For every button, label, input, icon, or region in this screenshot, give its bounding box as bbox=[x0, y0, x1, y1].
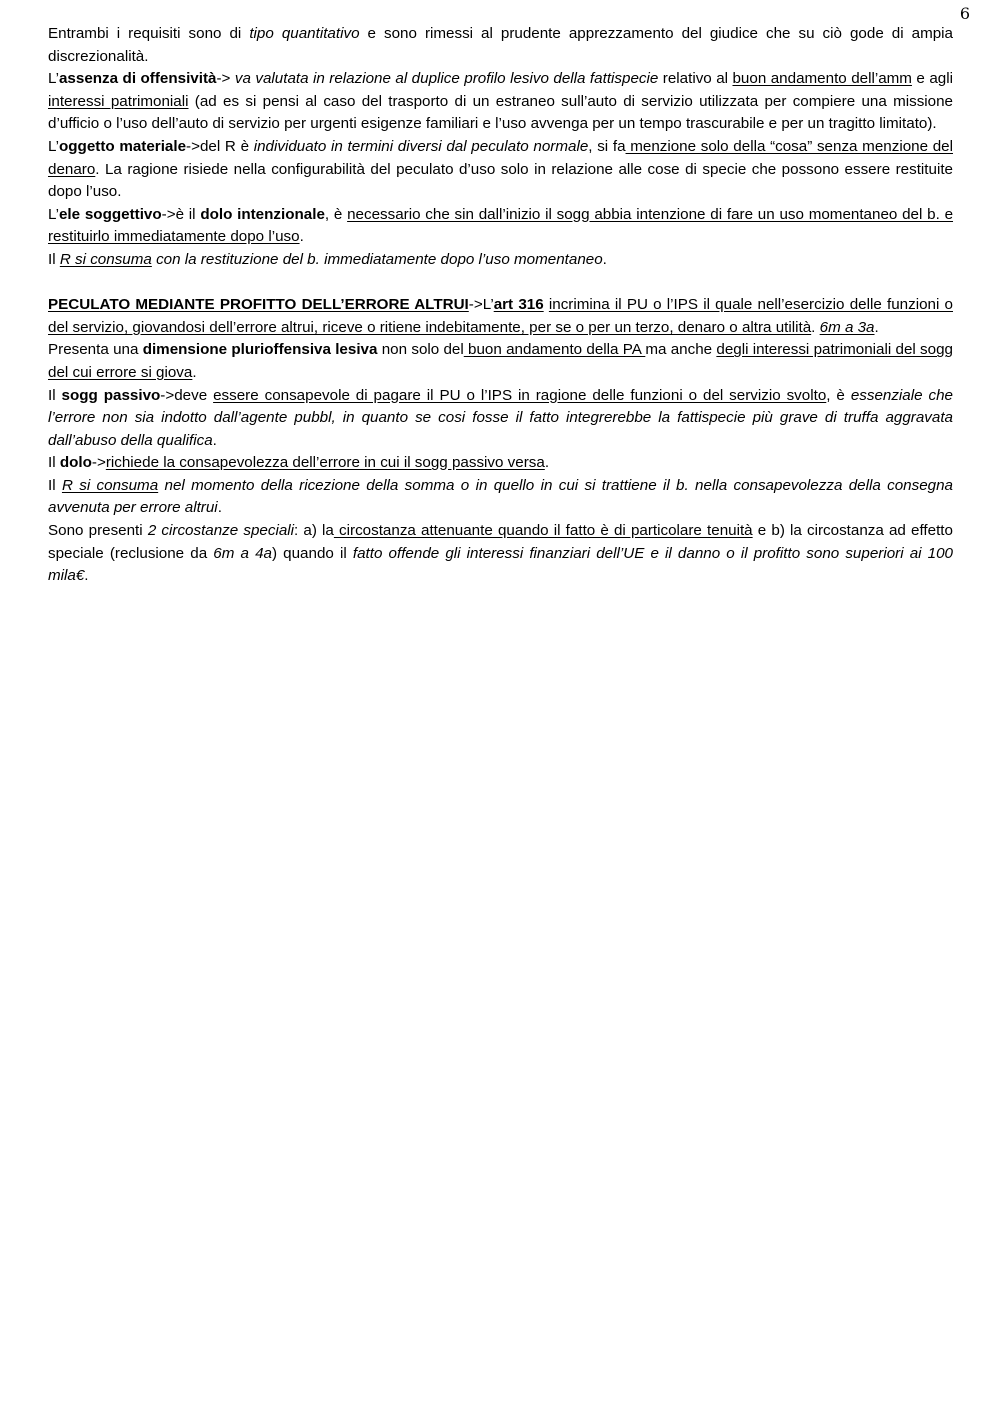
text-run: essere consapevole di pagare il PU o l’IPS in ragione delle funzioni o del servizio svolto bbox=[213, 386, 827, 404]
text-run: dimensione plurioffensiva lesiva bbox=[142, 341, 378, 359]
text-run: L’ bbox=[48, 70, 59, 88]
text-run: . La ragione risiede nella configurabilità del peculato d’uso solo in relazione alle cose di specie che possono essere restituite dopo l’uso. bbox=[48, 160, 953, 201]
paragraph-p8 bbox=[48, 385, 953, 453]
text-run: 6m a 3a bbox=[819, 318, 875, 336]
text-run: . bbox=[602, 250, 607, 268]
paragraph-p2 bbox=[48, 68, 953, 136]
paragraph-p1 bbox=[48, 23, 953, 68]
text-run: degli interessi patrimoniali del sogg del cui errore si giova bbox=[48, 341, 953, 381]
document-body bbox=[48, 23, 953, 588]
text-run: e agli bbox=[911, 70, 953, 88]
text-run: . bbox=[811, 318, 820, 336]
text-run: Il bbox=[48, 386, 62, 404]
text-run: . bbox=[299, 228, 304, 246]
text-run: menzione solo della “cosa” senza menzione del denaro bbox=[48, 137, 953, 178]
text-run: tipo quantitativo bbox=[249, 25, 360, 42]
text-run: R si consuma bbox=[61, 476, 159, 494]
text-run: 2 circostanze speciali bbox=[147, 522, 295, 540]
text-run: e sono rimessi al prudente apprezzamento del giudice che su ciò gode di ampia discrezionalità. bbox=[48, 25, 953, 65]
text-run: buon andamento della PA bbox=[463, 341, 646, 359]
text-run: . bbox=[544, 454, 550, 472]
text-run: circostanza attenuante quando il fatto è di particolare tenuità bbox=[333, 522, 753, 540]
text-run: . bbox=[217, 499, 222, 517]
text-run: con la restituzione del b. immediatamente dopo l’uso momentaneo bbox=[151, 250, 603, 268]
text-run: Presenta una bbox=[48, 341, 143, 359]
paragraph-p11 bbox=[48, 520, 953, 588]
paragraph-p3 bbox=[48, 136, 953, 204]
text-run: . bbox=[874, 318, 879, 336]
text-run: L’ bbox=[48, 137, 59, 155]
text-run: oggetto materiale bbox=[58, 137, 187, 155]
paragraph-p6 bbox=[48, 294, 953, 339]
text-run: ->è il bbox=[161, 205, 201, 223]
text-run: relativo al bbox=[658, 70, 733, 88]
text-run: essenziale che l’errore non sia indotto dall’agente pubbl, in quanto se cosi fosse il fatto integrerebbe la fattispecie più grave di truffa aggravata dall’abuso della qualifica bbox=[48, 386, 953, 449]
text-run: fatto offende gli interessi finanziari dell’UE e il danno o il profitto sono superiori ai 100 mila€ bbox=[48, 544, 953, 585]
text-run: ele soggettivo bbox=[58, 205, 162, 223]
text-run: dolo bbox=[59, 454, 92, 472]
text-run: ->del R è bbox=[186, 137, 254, 155]
paragraph-p10 bbox=[48, 475, 953, 520]
text-run: . bbox=[212, 431, 217, 449]
text-run: PECULATO MEDIANTE PROFITTO DELL’ERRORE ALTRUI bbox=[48, 296, 469, 314]
text-run: Il bbox=[48, 476, 62, 494]
text-run: , è bbox=[826, 386, 851, 404]
text-run: art 316 bbox=[493, 296, 544, 314]
paragraph-p5 bbox=[48, 249, 953, 272]
paragraph-p4 bbox=[48, 204, 953, 249]
text-run: . bbox=[192, 363, 197, 381]
text-run: sogg passivo bbox=[61, 386, 161, 404]
text-run: necessario che sin dall’inizio il sogg abbia intenzione di fare un uso momentaneo del b. e restituirlo immediatamente dopo l’uso bbox=[48, 205, 954, 246]
text-run: assenza di offensività bbox=[58, 70, 217, 88]
text-run: (ad es si pensi al caso del trasporto di un estraneo sull’auto di servizio utilizzata per compiere una missione d’ufficio o l’uso dell’auto di servizio per urgenti esigenze familiari e l’uso avvenga per un tempo trascurabile e per un tragitto limitato). bbox=[48, 92, 954, 133]
text-run: 6m a 4a bbox=[213, 544, 272, 562]
text-run: e b) la circostanza ad effetto speciale (reclusione da bbox=[48, 522, 953, 562]
text-run: ->deve bbox=[160, 386, 214, 404]
text-run: R si consuma bbox=[59, 250, 152, 268]
text-run: buon andamento dell’amm bbox=[732, 70, 912, 88]
text-run: nel momento della ricezione della somma o in quello in cui si trattiene il b. nella consapevolezza della consegna avvenuta per errore altrui bbox=[48, 476, 953, 517]
text-run: non solo del bbox=[377, 341, 464, 359]
text-run: individuato in termini diversi dal peculato normale bbox=[253, 137, 589, 155]
paragraph-p9 bbox=[48, 452, 953, 475]
paragraph-spacer bbox=[48, 272, 953, 295]
text-run: Sono presenti bbox=[48, 522, 148, 540]
text-run: Il bbox=[48, 250, 60, 268]
text-run: : a) la bbox=[294, 522, 334, 540]
text-run: interessi patrimoniali bbox=[48, 92, 189, 110]
text-run: , si fa bbox=[588, 137, 626, 155]
text-run: va valutata in relazione al duplice profilo lesivo della fattispecie bbox=[234, 70, 659, 88]
text-run: dolo intenzionale bbox=[200, 205, 325, 223]
text-run: Entrambi i requisiti sono di bbox=[48, 25, 250, 42]
text-run: ma anche bbox=[645, 341, 717, 359]
text-run: , è bbox=[324, 205, 348, 223]
text-run: -> bbox=[216, 70, 235, 88]
text-run: ) quando il bbox=[271, 544, 353, 562]
page-number: 6 bbox=[959, 4, 970, 23]
text-run: ->L’ bbox=[468, 296, 494, 314]
text-run: -> bbox=[91, 454, 106, 472]
text-run: . bbox=[84, 567, 89, 585]
text-run: Il bbox=[48, 454, 60, 472]
text-run: richiede la consapevolezza dell’errore in cui il sogg passivo versa bbox=[105, 454, 545, 472]
text-run: L’ bbox=[48, 205, 59, 223]
paragraph-p7 bbox=[48, 339, 953, 384]
text-run: incrimina il PU o l’IPS il quale nell’esercizio delle funzioni o del servizio, giovandosi dell’errore altrui, riceve o ritiene indebitamente, per se o per un terzo, denaro o altra utilità bbox=[48, 296, 953, 336]
